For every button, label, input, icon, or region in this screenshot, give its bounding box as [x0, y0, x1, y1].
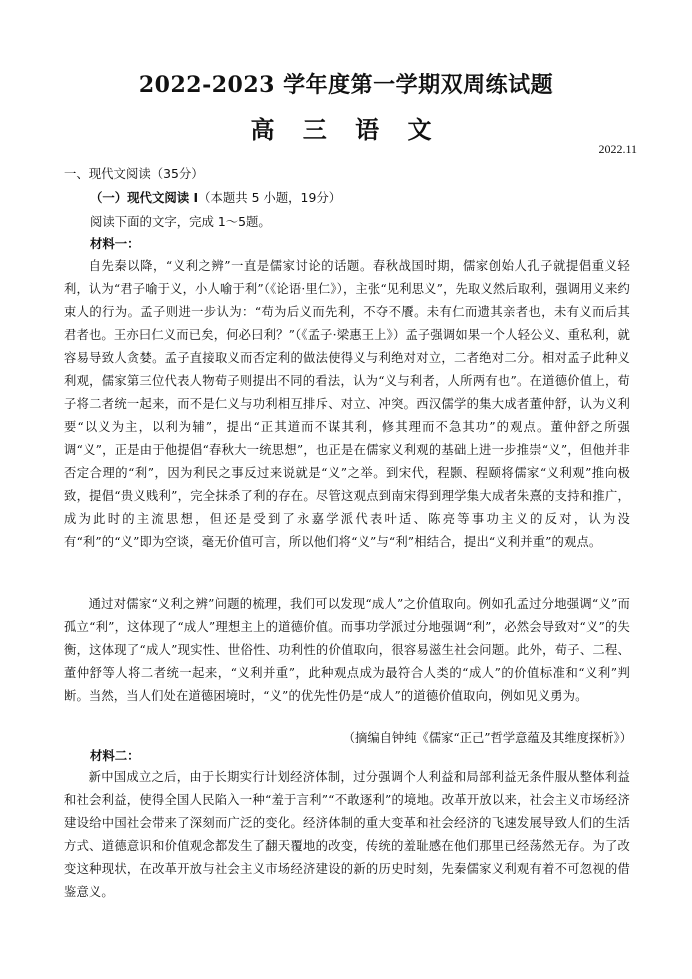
section-heading: 一、现代文阅读（35分） [64, 166, 204, 181]
exam-date: 2022.11 [598, 142, 637, 156]
subsection-label: （一）现代文阅读 I [90, 190, 199, 205]
material1-paragraph-2: 通过对儒家“义利之辨”问题的梳理，我们可以发现“成人”之价值取向。例如孔孟过分地强调“义”而孤立“利”，这体现了“成人”理想主上的道德价值。而事功学派过分地强调“利”，必然会导致对“义”的失衡，这体现了“成人”现实性、世俗性、功利性的价值取向，很容易滋生社会问题。此外，荀子、二程、董仲舒等人将二者统一起来，“义利并重”，此种观点成为最符合人类的“成人”的价值标准和“义利”判断。当然，当人们处在道德困境时，“义”的优先性仍是“成人”的道德价值取向，例如见义勇为。 [64, 597, 630, 703]
subsection-note: （本题共 5 小题，19分） [198, 190, 342, 205]
material2-paragraph-1: 新中国成立之后，由于长期实行计划经济体制，过分强调个人利益和局部利益无条件服从整体利益和社会利益，使得全国人民陷入一种“羞于言利”“不敢逐利”的境地。改革开放以来，社会主义市场经济建设给中国社会带来了深刻而广泛的变化。经济体制的重大变革和社会经济的飞速发展导致人们的生活方式、道德意识和价值观念都发生了翻天覆地的改变，传统的羞耻感在他们那里已经荡然无存。为了改变这种现状，在改革开放与社会主义市场经济建设的新的历史时刻，先秦儒家义利观有着不可忽视的借鉴意义。 [64, 770, 630, 899]
material1-paragraph-1: 自先秦以降，“义利之辨”一直是儒家讨论的话题。春秋战国时期，儒家创始人孔子就提倡重义轻利，认为“君子喻于义，小人喻于利”（《论语·里仁》），主张“见利思义”，先取义然后取利，强调用义来约束人的行为。孟子则进一步认为：“苟为后义而先利，不夺不餍。未有仁而遗其亲者也，未有义而后其君者也。王亦曰仁义而已矣，何必曰利？”（《孟子·梁惠王上》）孟子强调如果一个人轻公义、重私利，就容易导致人贪婪。孟子直接取义而否定利的做法使得义与利绝对对立，二者绝对二分。相对孟子此种义利观，儒家第三位代表人物荀子则提出不同的看法，认为“义与利者，人所两有也”。在道德价值上，荀子将二者统一起来，而不是仁义与功利相互排斥、对立、冲突。西汉儒学的集大成者董仲舒，认为义利要“以义为主，以利为辅”，提出“正其道而不谋其利，修其理而不急其功”的观点。董仲舒之所强调“义”，正是由于他提倡“春秋大一统思想”，也正是在儒家义利观的基础上进一步推崇“义”，但他并非否定合理的“利”，因为利民之事反过来说就是“义”之举。到宋代，程颢、程颐将儒家“义利观”推向极致，提倡“贵义贱利”，完全抹杀了利的存在。尽管这观点到南宋得到理学集大成者朱熹的支持和推广，成为此时的主流思想，但还是受到了永嘉学派代表叶适、陈亮等事功主义的反对，认为没有“利”的“义”即为空谈，毫无价值可言，所以他们将“义”与“利”相结合，提出“义利并重”的观点。 [64, 259, 630, 549]
subsection-heading [90, 188, 341, 206]
exam-subtitle: 高 三 语 文 [250, 115, 442, 144]
instruction-text: 阅读下面的文字，完成 1～5题。 [90, 214, 271, 229]
material1-heading: 材料一： [90, 236, 140, 251]
material2-heading: 材料二： [90, 748, 140, 763]
material1-source: （摘编自钟纯《儒家“正己”哲学意蕴及其维度探析》） [342, 731, 632, 745]
exam-title: 2022-2023 学年度第一学期双周练试题 [138, 72, 554, 98]
